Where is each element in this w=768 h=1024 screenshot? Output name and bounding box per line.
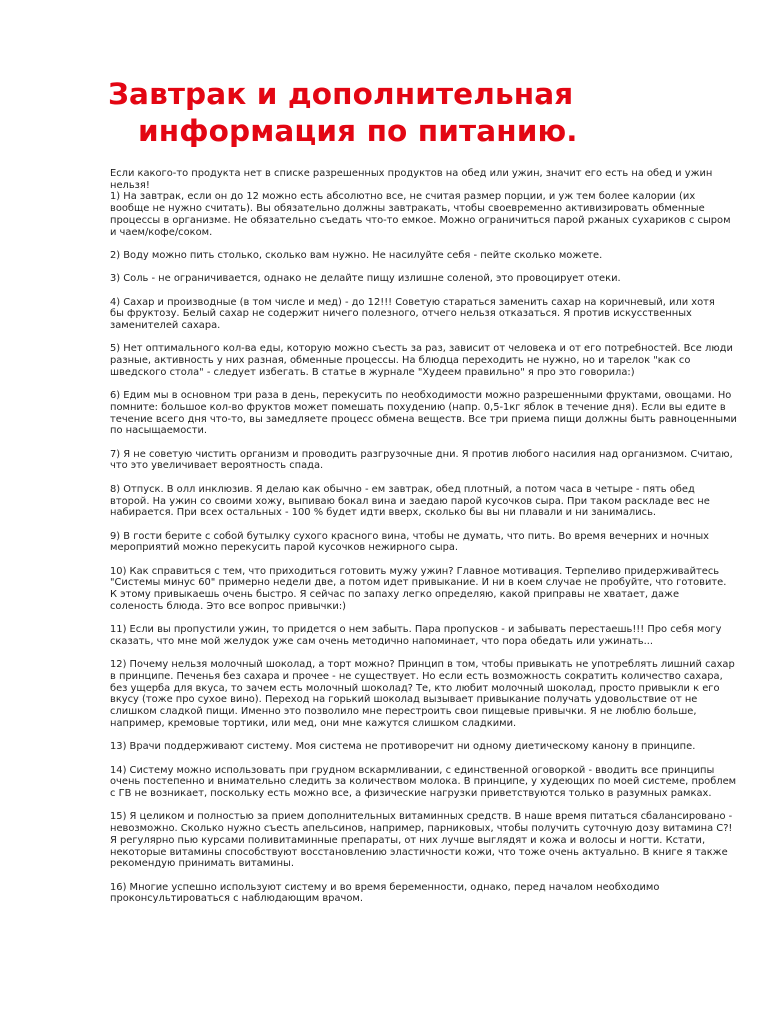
document-body <box>110 168 737 917</box>
paragraph <box>110 531 720 554</box>
paragraph-line: например, кремовые тортики, или мед, они мне кажутся слишком сладкими. <box>110 717 517 729</box>
paragraph-line: помните: большое кол-во фруктов может помешать похудению (напр. 0,5-1кг яблок в течение дня). Если вы едите в <box>110 401 726 413</box>
paragraph-line: 10) Как справиться с тем, что приходиться готовить мужу ужин? Главное мотивация. Терпеливо придерживайтесь <box>110 565 720 577</box>
paragraph <box>110 273 720 285</box>
paragraph-line: 8) Отпуск. В олл инклюзив. Я делаю как обычно - ем завтрак, обед плотный, а потом часа в четыре - пять обед <box>110 483 695 495</box>
paragraph-line: 5) Нет оптимального кол-ва еды, которую можно съесть за раз, зависит от человека и от его потребностей. Все люди <box>110 343 733 355</box>
paragraph-line: 2) Воду можно пить столько, сколько вам нужно. Не насилуйте себя - пейте сколько можете. <box>110 249 603 261</box>
paragraph <box>110 448 733 472</box>
paragraph-line: 3) Соль - не ограничивается, однако не делайте пищу излишне соленой, это провоцирует отеки. <box>110 273 621 285</box>
paragraph <box>110 659 735 729</box>
paragraph <box>110 250 720 262</box>
paragraph-line: 6) Едим мы в основном три раза в день, перекусить по необходимости можно разрешенными фруктами, овощами. Но <box>110 390 732 402</box>
paragraph-line: невозможно. Сколько нужно съесть апельсинов, например, парниковых, чтобы получить суточную дозу витамина С?! <box>110 823 733 835</box>
paragraph-line: течение всего дня что-то, вы замедляете процесс обмена веществ. Все три приема пищи должны быть равноценными <box>110 413 737 425</box>
paragraph-line: процессы в организме. Не обязательно съедать что-то емкое. Можно ограничиться парой ржаных сухариков с сыром <box>110 214 731 226</box>
paragraph-line: Если какого-то продукта нет в списке разрешенных продуктов на обед или ужин, значит его есть на обед и ужин <box>110 168 713 179</box>
paragraph-line: 16) Многие успешно используют систему и во время беременности, однако, перед началом необходимо <box>110 881 660 893</box>
page-title <box>108 76 708 150</box>
paragraph-line: 7) Я не советую чистить организм и проводить разгрузочные дни. Я против любого насилия над организмом. Считаю, <box>110 448 733 460</box>
paragraph <box>110 624 720 647</box>
paragraph-line: слишком сладкой пищи. Именно это позволило мне перестроить свои пищевые привычки. Я не люблю больше, <box>110 706 697 718</box>
paragraph <box>110 390 737 437</box>
paragraph-line: второй. На ужин со своими хожу, выпиваю бокал вина и заедаю парой кусочков сыра. При таком раскладе вес не <box>110 495 710 507</box>
paragraph <box>110 484 720 519</box>
paragraph-line: 12) Почему нельзя молочный шоколад, а торт можно? Принцип в том, чтобы привыкать не употреблять лишний сахар <box>110 659 735 671</box>
paragraph-line: вкусу (тоже про сухое вино). Переход на горький шоколад вызывает привыкание получать удовольствие от не <box>110 694 698 706</box>
page-title-line-2: информация по питанию. <box>138 114 578 148</box>
paragraph-line: бы фруктозу. Белый сахар не содержит ничего полезного, отчего нельзя отказаться. Я против искусственных <box>110 308 692 320</box>
paragraph <box>110 741 720 753</box>
paragraph-line: шведского стола" - следует избегать. В статье в журнале "Худеем правильно" я про это говорила:) <box>110 366 635 378</box>
paragraph-line: что это увеличивает вероятность спада. <box>110 460 324 472</box>
paragraph-line: разные, активность у них разная, обменные процессы. На блюдца переходить не нужно, но и тарелок "как со <box>110 355 691 367</box>
paragraph-line: с ГВ не возникает, поскольку есть можно все, а физические нагрузки приветствуются только в разумных рамках. <box>110 788 712 800</box>
paragraph <box>110 168 731 238</box>
paragraph-line: 13) Врачи поддерживают систему. Моя система не противоречит ни одному диетическому канону в принципе. <box>110 741 696 753</box>
paragraph-line: проконсультироваться с наблюдающим врачом. <box>110 893 363 905</box>
paragraph-line: 14) Систему можно использовать при грудном вскармливании, с единственной оговоркой - вводить все принципы <box>110 764 715 776</box>
paragraph-line: без ущерба для вкуса, то зачем есть молочный шоколад? Те, кто любит молочный шоколад, просто привыкли к его <box>110 682 720 694</box>
paragraph-line: рекомендую принимать витамины. <box>110 858 294 870</box>
paragraph-line: заменителей сахара. <box>110 320 221 332</box>
paragraph-line: нельзя! <box>110 179 150 191</box>
paragraph <box>110 565 727 613</box>
paragraph-line: некоторые витамины способствуют восстановлению эластичности кожи, что тоже очень актуально. В книге я также <box>110 846 728 858</box>
paragraph-line: в принципе. Печенья без сахара и прочее - не существует. Но если есть возможность сократить количество сахара, <box>110 671 723 683</box>
paragraph-line: соленость блюда. Это все вопрос привычки:) <box>110 600 347 612</box>
paragraph-line: мероприятий можно перекусить парой кусочков нежирного сыра. <box>110 542 459 554</box>
paragraph-line: сказать, что мне мой желудок уже сам очень методично напоминает, что пора обедать или ужинать... <box>110 635 654 647</box>
paragraph-line: 4) Сахар и производные (в том числе и мед) - до 12!!! Советую стараться заменить сахар на коричневый, или хотя <box>110 296 715 308</box>
paragraph <box>110 343 733 378</box>
paragraph-line: набирается. При всех остальных - 100 % будет идти вверх, сколько бы вы ни плавали и ни занимались. <box>110 507 657 519</box>
paragraph <box>110 811 733 870</box>
paragraph-line: вообще не нужно считать). Вы обязательно должны завтракать, чтобы своевременно активизировать обменные <box>110 203 705 215</box>
paragraph-line: К этому привыкаешь очень быстро. Я сейчас по запаху легко определяю, какой приправы не хватает, даже <box>110 589 680 601</box>
paragraph-line: 1) На завтрак, если он до 12 можно есть абсолютно все, не считая размер порции, и уж тем более калории (их <box>110 191 696 203</box>
paragraph <box>110 882 720 905</box>
paragraph-line: 9) В гости берите с собой бутылку сухого красного вина, чтобы не думать, что пить. Во время вечерних и ночных <box>110 530 709 542</box>
paragraph-line: по насыщаемости. <box>110 425 208 437</box>
paragraph-line: Я регулярно пью курсами поливитаминные препараты, от них лучше выглядят и кожа и волосы и ногти. Кстати, <box>110 834 706 846</box>
paragraph <box>110 764 737 800</box>
paragraph <box>110 297 720 332</box>
paragraph-line: 15) Я целиком и полностью за прием дополнительных витаминных средств. В наше время питаться сбалансировано - <box>110 811 733 823</box>
paragraph-line: "Системы минус 60" примерно недели две, а потом идет привыкание. И ни в коем случае не пробуйте, что готовите. <box>110 577 727 589</box>
paragraph-line: очень постепенно и внимательно следить за количеством молока. В принципе, у худеющих по моей системе, проблем <box>110 776 737 788</box>
paragraph-line: и чаем/кофе/соком. <box>110 226 213 238</box>
page-title-line-1: Завтрак и дополнительная <box>108 77 574 111</box>
paragraph-line: 11) Если вы пропустили ужин, то придется о нем забыть. Пара пропусков - и забывать перестаешь!!! Про себя могу <box>110 624 722 636</box>
